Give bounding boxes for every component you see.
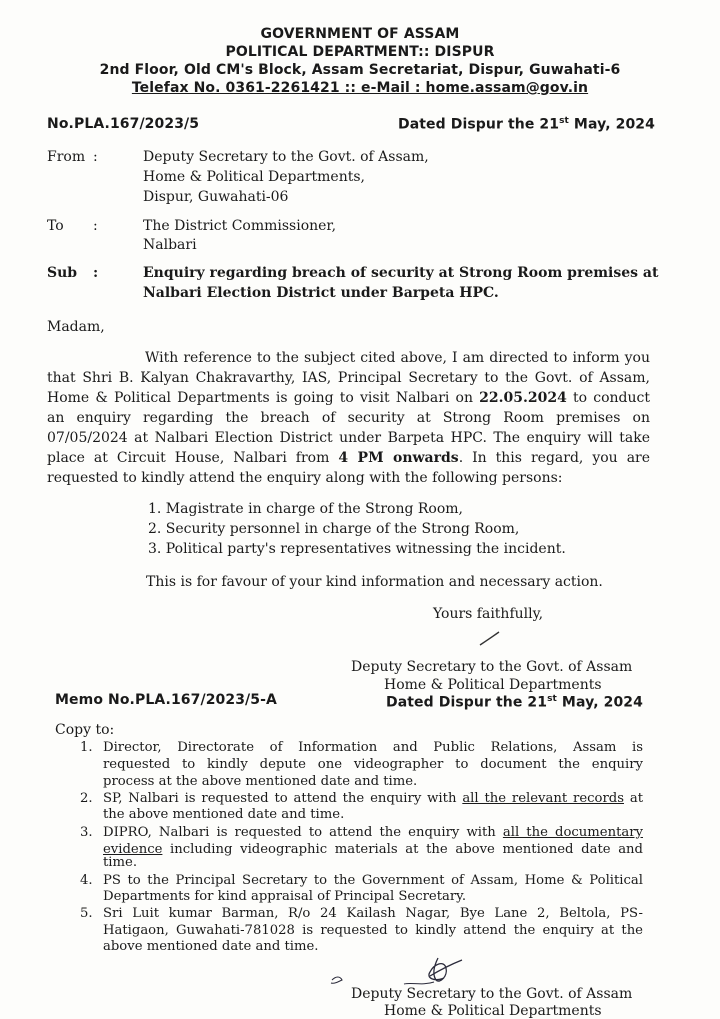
subject-line-2: Nalbari Election District under Barpeta HPC. xyxy=(143,285,499,301)
copy-item-2-number: 2. xyxy=(80,791,93,806)
copy-item-1-number: 1. xyxy=(80,740,93,755)
body-line-5: 07/05/2024 at Nalbari Election District under Barpeta HPC. The enquiry will take xyxy=(47,430,650,446)
copy-item-4-number: 4. xyxy=(80,873,93,888)
person-item-1: 1. Magistrate in charge of the Strong Room, xyxy=(148,501,464,517)
signatory-1-line-1: Deputy Secretary to the Govt. of Assam xyxy=(351,659,633,675)
copy-item-4-line-2: Departments for kind appraisal of Principal Secretary. xyxy=(103,889,467,904)
to-line-1: The District Commissioner, xyxy=(143,218,337,234)
salutation: Madam, xyxy=(47,319,105,335)
copy-item-1-line-3: process at the above mentioned date and time. xyxy=(103,774,418,789)
signatory-2-line-1: Deputy Secretary to the Govt. of Assam xyxy=(351,986,633,1002)
copy-item-3-line-1: DIPRO, Nalbari is requested to attend the enquiry with all the documentary xyxy=(103,825,643,840)
to-colon: : xyxy=(93,218,98,234)
copy-to-label: Copy to: xyxy=(55,722,115,738)
to-label: To xyxy=(47,218,64,234)
letterhead-government: GOVERNMENT OF ASSAM xyxy=(260,26,460,42)
copy-item-3-number: 3. xyxy=(80,825,93,840)
body-line-4: an enquiry regarding the breach of security at Strong Room premises on xyxy=(47,410,650,426)
copy-item-5-line-3: above mentioned date and time. xyxy=(103,939,319,954)
signatory-1-line-2: Home & Political Departments xyxy=(384,677,602,693)
copy-item-1-line-2: requested to kindly depute one videographer to document the enquiry xyxy=(103,757,643,772)
from-label: From xyxy=(47,149,86,165)
from-line-1: Deputy Secretary to the Govt. of Assam, xyxy=(143,149,429,165)
body-line-2: that Shri B. Kalyan Chakravarthy, IAS, Principal Secretary to the Govt. of Assam, xyxy=(47,370,650,386)
memo-number: Memo No.PLA.167/2023/5-A xyxy=(55,692,277,708)
copy-item-2-line-1: SP, Nalbari is requested to attend the enquiry with all the relevant records at xyxy=(103,791,644,806)
closing-yours-faithfully: Yours faithfully, xyxy=(433,606,544,622)
copy-item-5-line-2: Hatigaon, Guwahati-781028 is requested to kindly attend the enquiry at the xyxy=(103,923,643,938)
subject-colon: : xyxy=(93,265,99,281)
reference-date: Dated Dispur the 21st May, 2024 xyxy=(398,116,655,133)
letterhead-telefax: Telefax No. 0361-2261421 :: e-Mail : home.assam@gov.in xyxy=(131,80,589,96)
copy-item-3-line-3: time. xyxy=(103,855,138,870)
from-colon: : xyxy=(93,149,98,165)
memo-date: Dated Dispur the 21st May, 2024 xyxy=(386,694,643,711)
signature-tick-mark xyxy=(478,630,502,648)
to-line-2: Nalbari xyxy=(143,237,197,253)
body-line-6: place at Circuit House, Nalbari from 4 PM onwards. In this regard, you are xyxy=(47,450,651,466)
subject-label: Sub xyxy=(47,265,78,281)
body-line-1: With reference to the subject cited above, I am directed to inform you xyxy=(145,350,650,366)
copy-item-5-number: 5. xyxy=(80,906,93,921)
person-item-3: 3. Political party's representatives witnessing the incident. xyxy=(148,541,566,557)
person-item-2: 2. Security personnel in charge of the Strong Room, xyxy=(148,521,520,537)
copy-item-3-line-2: evidence including videographic materials at the above mentioned date and xyxy=(103,842,643,857)
copy-item-1-line-1: Director, Directorate of Information and Public Relations, Assam is xyxy=(103,740,643,755)
signatory-2-line-2: Home & Political Departments xyxy=(384,1003,602,1019)
copy-item-2-line-2: the above mentioned date and time. xyxy=(103,807,345,822)
copy-item-5-line-1: Sri Luit kumar Barman, R/o 24 Kailash Nagar, Bye Lane 2, Beltola, PS- xyxy=(103,906,643,921)
letterhead-address: 2nd Floor, Old CM's Block, Assam Secretariat, Dispur, Guwahati-6 xyxy=(99,62,621,78)
subject-line-1: Enquiry regarding breach of security at Strong Room premises at xyxy=(143,265,659,281)
from-line-3: Dispur, Guwahati-06 xyxy=(143,189,289,205)
body-line-7: requested to kindly attend the enquiry along with the following persons: xyxy=(47,470,563,486)
from-line-2: Home & Political Departments, xyxy=(143,169,365,185)
letterhead-department: POLITICAL DEPARTMENT:: DISPUR xyxy=(225,44,495,60)
favour-line: This is for favour of your kind information and necessary action. xyxy=(146,574,603,590)
copy-item-4-line-1: PS to the Principal Secretary to the Government of Assam, Home & Political xyxy=(103,873,643,888)
body-line-3: Home & Political Departments is going to visit Nalbari on 22.05.2024 to conduct xyxy=(47,390,650,406)
reference-number: No.PLA.167/2023/5 xyxy=(47,116,200,132)
